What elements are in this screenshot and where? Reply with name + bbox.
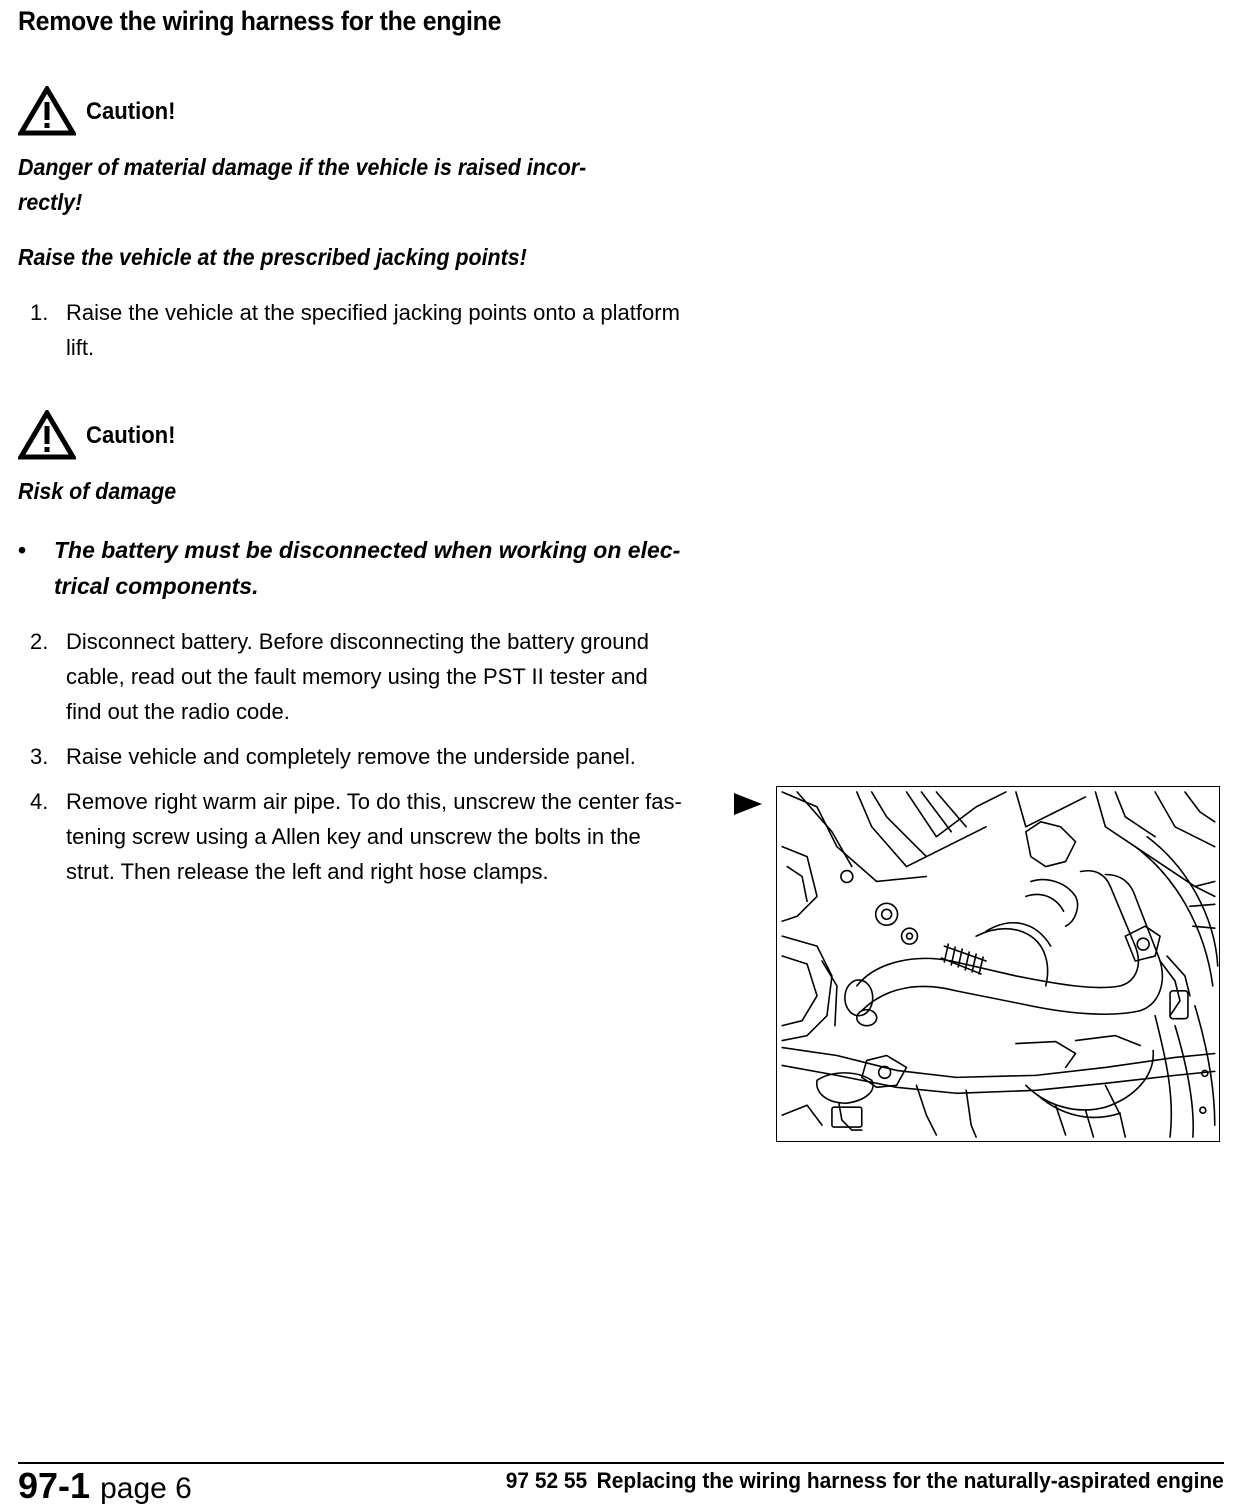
step-line: cable, read out the fault memory using the PST II tester and <box>66 664 648 689</box>
step-line: lift. <box>66 335 95 360</box>
bullet-text <box>54 532 680 604</box>
step-line: Remove right warm air pipe. To do this, unscrew the center fas- <box>66 789 682 814</box>
step-text <box>66 624 750 729</box>
step-number: 3. <box>30 744 49 769</box>
section-code: 97-1 <box>18 1465 91 1506</box>
bullet-line: trical components. <box>54 573 259 599</box>
caution-warning-line: rectly! <box>18 189 83 215</box>
section-heading: Remove the wiring harness for the engine <box>18 6 502 36</box>
step-number: 2. <box>30 629 49 654</box>
caution-warning-text <box>18 150 669 220</box>
warning-triangle-icon <box>18 86 76 136</box>
step-4 <box>30 784 730 889</box>
step-line: Raise vehicle and completely remove the underside panel. <box>66 744 636 769</box>
warning-triangle-icon <box>18 410 76 460</box>
step-text <box>66 295 750 365</box>
caution-block-1 <box>18 86 183 136</box>
step-line: Raise the vehicle at the specified jacking points onto a platform <box>66 300 680 325</box>
step-1 <box>30 295 750 365</box>
warm-air-pipe-illustration <box>776 786 1220 1142</box>
caution-label: Caution! <box>86 422 176 449</box>
document-title: Replacing the wiring harness for the naturally-aspirated engine <box>596 1468 1224 1493</box>
bullet-line: The battery must be disconnected when working on elec- <box>54 537 681 563</box>
step-2 <box>30 624 750 729</box>
risk-text: Risk of damage <box>18 478 177 504</box>
bullet-dot: • <box>18 537 27 563</box>
step-text <box>66 784 730 889</box>
step-line: tening screw using a Allen key and unscrew the bolts in the <box>66 824 641 849</box>
caution-instruction: Raise the vehicle at the prescribed jacking points! <box>18 244 527 270</box>
footer-document-title <box>506 1468 1224 1494</box>
caution-warning-line: Danger of material damage if the vehicle is raised incor- <box>18 154 587 180</box>
step-number: 4. <box>30 789 49 814</box>
step-line: find out the radio code. <box>66 699 290 724</box>
footer-page-id <box>18 1466 192 1509</box>
step-text <box>66 739 750 774</box>
caution-label: Caution! <box>86 98 176 125</box>
step-number: 1. <box>30 300 49 325</box>
step-line: strut. Then release the left and right hose clamps. <box>66 859 549 884</box>
footer-rule <box>18 1462 1224 1464</box>
bullet-item <box>18 532 748 604</box>
pointer-arrow-right-icon <box>734 793 762 815</box>
document-number: 97 52 55 <box>506 1468 588 1493</box>
step-line: Disconnect battery. Before disconnecting the battery ground <box>66 629 649 654</box>
step-3 <box>30 739 750 774</box>
page-number: page 6 <box>100 1472 192 1505</box>
caution-block-2 <box>18 410 183 460</box>
